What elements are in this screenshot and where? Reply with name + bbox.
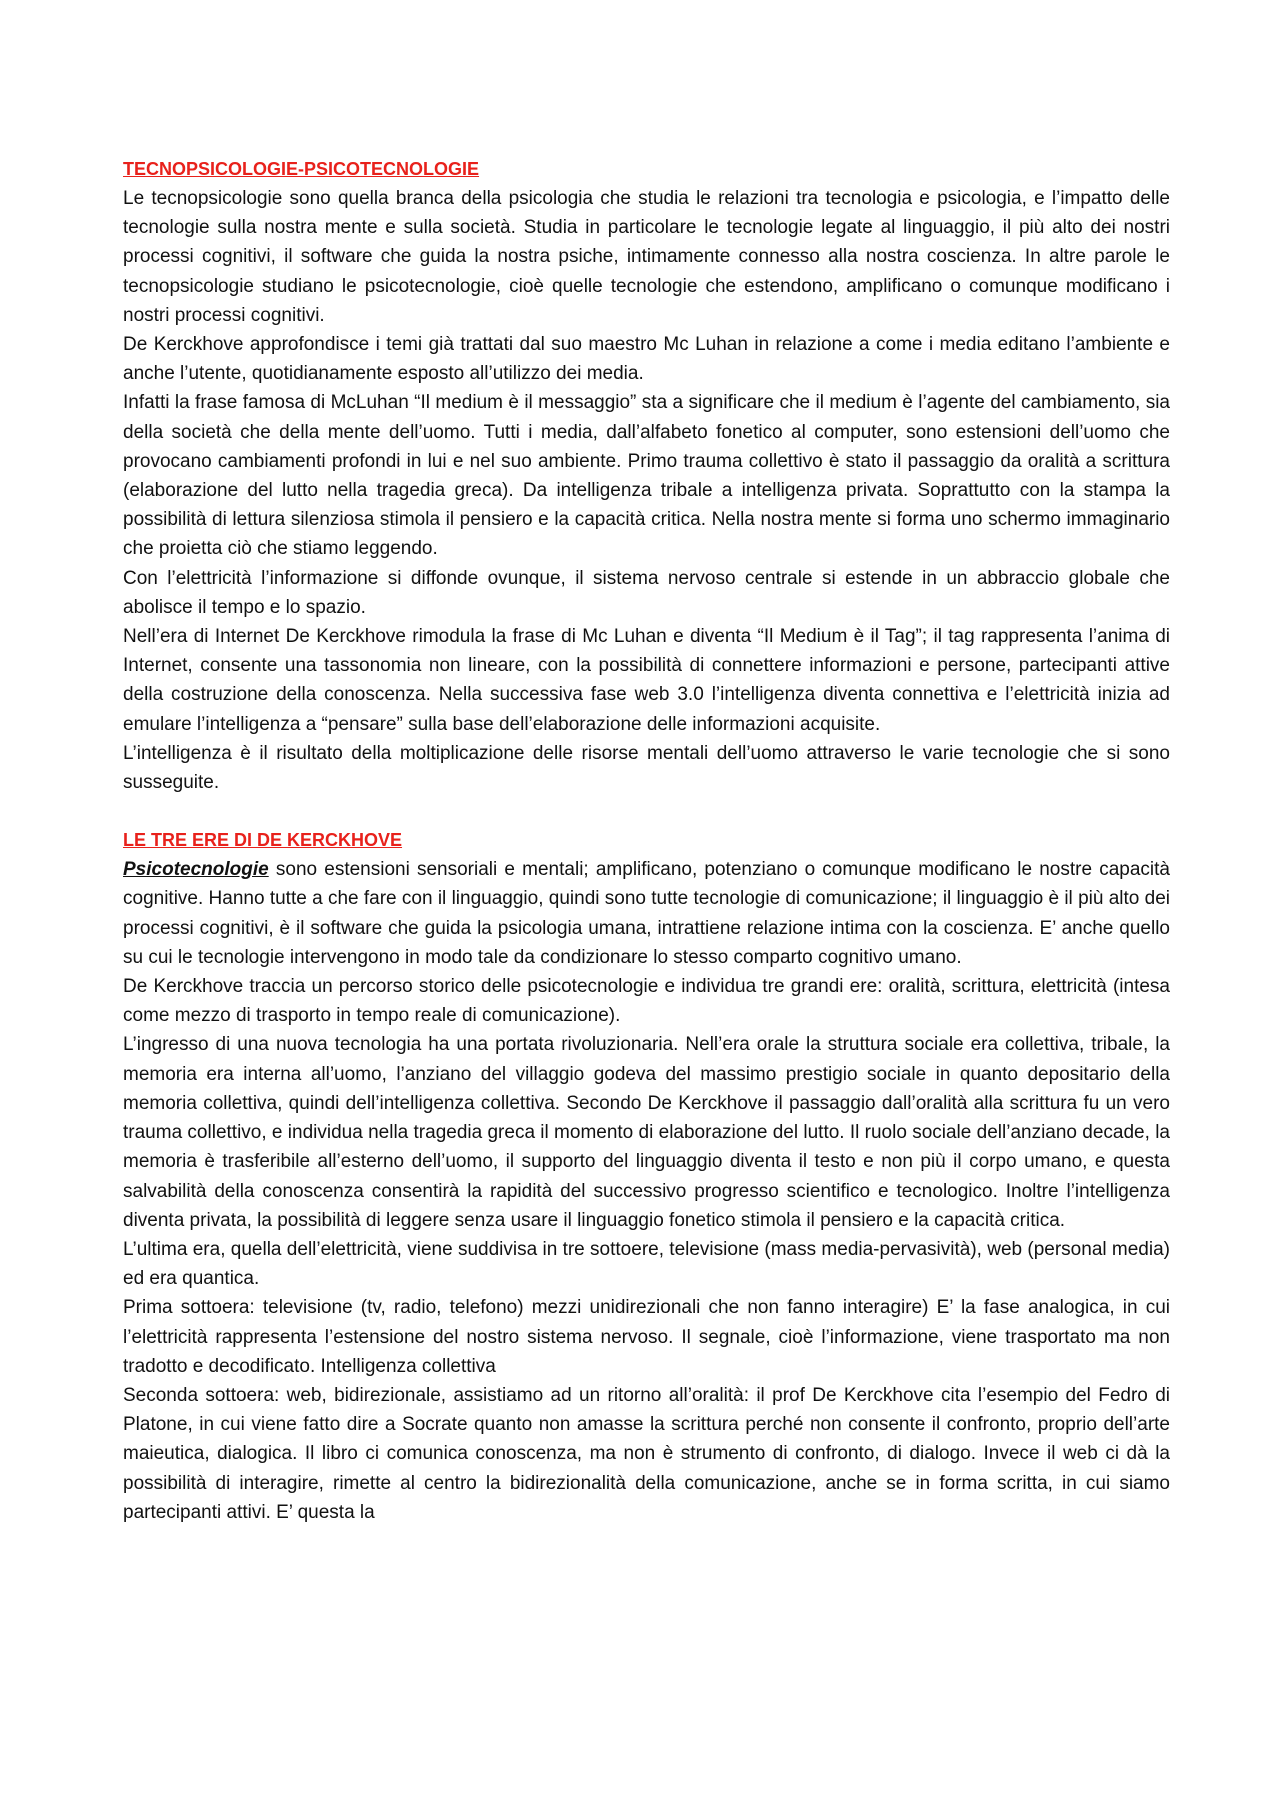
paragraph: De Kerckhove approfondisce i temi già trattati dal suo maestro Mc Luhan in relazione a come i media editano l’ambiente e anche l’utente, quotidianamente esposto all’utilizzo dei media. <box>123 334 1170 385</box>
paragraph: Le tecnopsicologie sono quella branca della psicologia che studia le relazioni tra tecnologia e psicologia, e l’impatto delle tecnologie sulla nostra mente e sulla società. Studia in particolare le tecnologie legate al linguaggio, il più alto dei nostri processi cognitivi, il software che guida la nostra psiche, intimamente connesso alla nostra coscienza. In altre parole le tecnopsicologie studiano le psicotecnologie, cioè quelle tecnologie che estendono, amplificano o comunque modificano i nostri processi cognitivi. <box>123 188 1170 326</box>
paragraph: Infatti la frase famosa di McLuhan “Il medium è il messaggio” sta a significare che il medium è l’agente del cambiamento, sia della società che della mente dell’uomo. Tutti i media, dall’alfabeto fonetico al computer, sono estensioni dell’uomo che provocano cambiamenti profondi in lui e nel suo ambiente. Primo trauma collettivo è stato il passaggio da oralità a scrittura (elaborazione del lutto nella tragedia greca). Da intelligenza tribale a intelligenza privata. Soprattutto con la stampa la possibilità di lettura silenziosa stimola il pensiero e la capacità critica. Nella nostra mente si forma uno schermo immaginario che proietta ciò che stiamo leggendo. <box>123 392 1170 560</box>
paragraph: Seconda sottoera: web, bidirezionale, assistiamo ad un ritorno all’oralità: il prof De Kerckhove cita l’esempio del Fedro di Platone, in cui viene fatto dire a Socrate quanto non amasse la scrittura perché non consente il confronto, proprio dell’arte maieutica, dialogica. Il libro ci comunica conoscenza, ma non è strumento di confronto, di dialogo. Invece il web ci dà la possibilità di interagire, rimette al centro la bidirezionalità della comunicazione, anche se in forma scritta, in cui siamo partecipanti attivi. E’ questa la <box>123 1384 1170 1523</box>
section-tre-ere <box>123 826 1170 1527</box>
section-heading: LE TRE ERE DI DE KERCKHOVE <box>123 830 403 851</box>
section-tecnopsicologie <box>123 155 1170 797</box>
paragraph: Prima sottoera: televisione (tv, radio, telefono) mezzi unidirezionali che non fanno interagire) E’ la fase analogica, in cui l’elettricità rappresenta l’estensione del nostro sistema nervoso. Il segnale, cioè l’informazione, viene trasportato ma non tradotto e decodificato. Intelligenza collettiva <box>123 1297 1170 1377</box>
lead-paragraph <box>123 855 1170 972</box>
paragraph: L’ultima era, quella dell’elettricità, viene suddivisa in tre sottoere, televisione (mass media-pervasività), web (personal media) ed era quantica. <box>123 1238 1170 1290</box>
paragraph: L’intelligenza è il risultato della moltiplicazione delle risorse mentali dell’uomo attraverso le varie tecnologie che si sono susseguite. <box>123 742 1170 794</box>
section-heading: TECNOPSICOLOGIE-PSICOTECNOLOGIE <box>123 159 480 179</box>
paragraph: De Kerckhove traccia un percorso storico delle psicotecnologie e individua tre grandi ere: oralità, scrittura, elettricità (intesa come mezzo di trasporto in tempo reale di comunicazione). <box>123 976 1170 1027</box>
paragraph: Con l’elettricità l’informazione si diffonde ovunque, il sistema nervoso centrale si estende in un abbraccio globale che abolisce il tempo e lo spazio. <box>123 567 1170 618</box>
paragraph: Nell’era di Internet De Kerckhove rimodula la frase di Mc Luhan e diventa “Il Medium è il Tag”; il tag rappresenta l’anima di Internet, consente una tassonomia non lineare, con la possibilità di connettere informazioni e persone, partecipanti attive della costruzione della conoscenza. Nella successiva fase web 3.0 l’intelligenza diventa connettiva e l’elettricità inizia ad emulare l’intelligenza a “pensare” sulla base dell’elaborazione delle informazioni acquisite. <box>123 626 1170 735</box>
lead-paragraph-text: sono estensioni sensoriali e mentali; amplificano, potenziano o comunque modificano le nostre capacità cognitive. Hanno tutte a che fare con il linguaggio, quindi sono tutte tecnologie di comunicazione; il linguaggio è il più alto dei processi cognitivi, è il software che guida la psicologia umana, intrattiene relazione intima con la coscienza. E’ anche quello su cui le tecnologie intervengono in modo tale da condizionare lo stesso comparto cognitivo umano. <box>123 859 1170 968</box>
key-term: Psicotecnologie <box>123 859 269 881</box>
paragraph: L’ingresso di una nuova tecnologia ha una portata rivoluzionaria. Nell’era orale la struttura sociale era collettiva, tribale, la memoria era interna all’uomo, l’anziano del villaggio godeva del massimo prestigio sociale in quanto depositario della memoria collettiva, quindi dell’intelligenza collettiva. Secondo De Kerckhove il passaggio dall’oralità alla scrittura fu un vero trauma collettivo, e individua nella tragedia greca il momento di elaborazione del lutto. Il ruolo sociale dell’anziano decade, la memoria è trasferibile all’esterno dell’uomo, il supporto del linguaggio diventa il testo e non più il corpo umano, e questa salvabilità della conoscenza consentirà la rapidità del successivo progresso scientifico e tecnologico. Inoltre l’intelligenza diventa privata, la possibilità di leggere senza usare il linguaggio fonetico stimola il pensiero e la capacità critica. <box>123 1034 1170 1231</box>
